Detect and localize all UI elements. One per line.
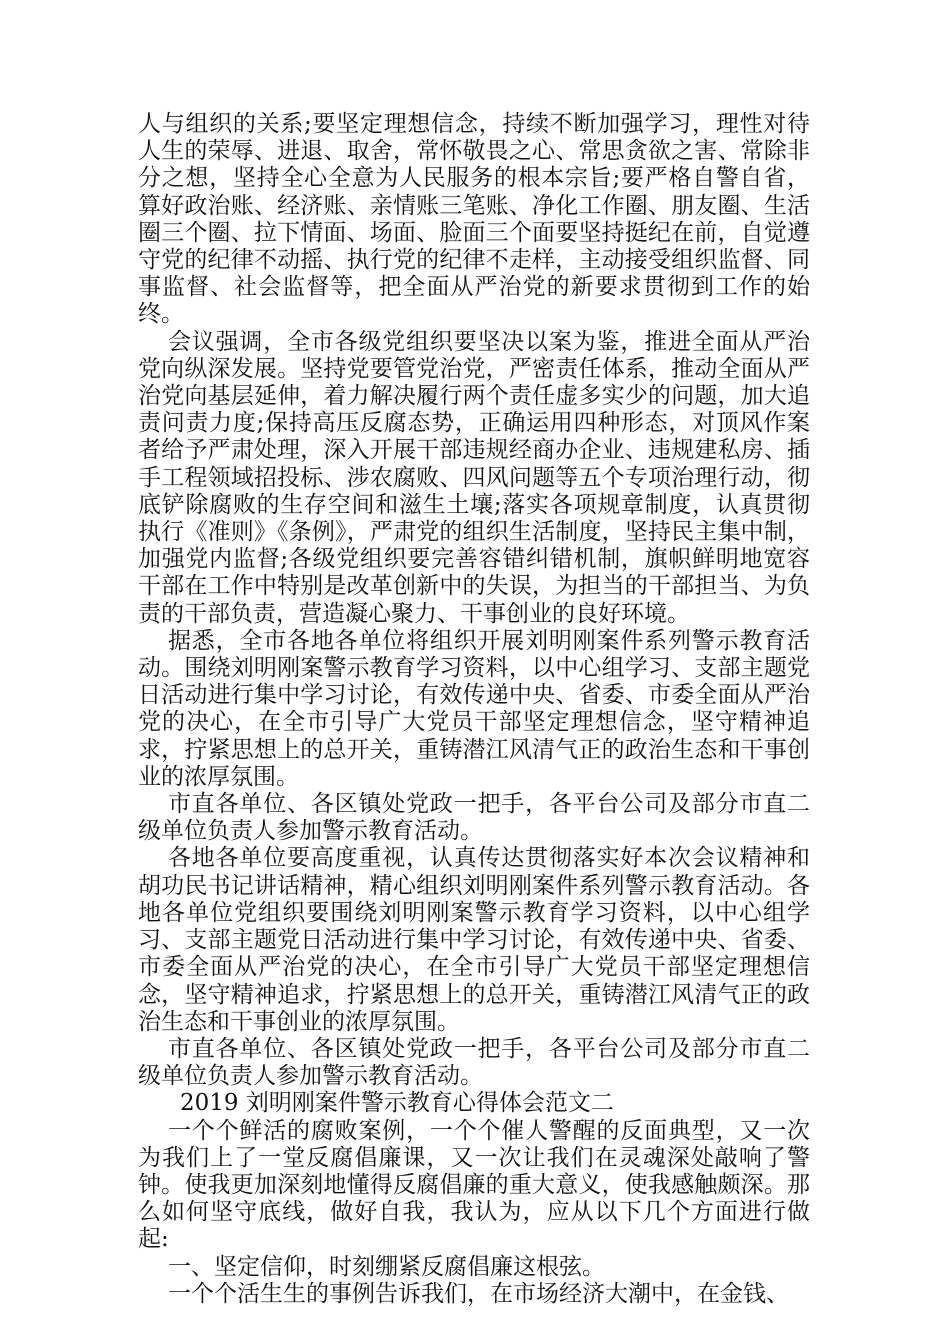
- paragraph-meeting-emphasis: 会议强调，全市各级党组织要坚决以案为鉴，推进全面从严治党向纵深发展。坚持党要管党治党，严密责任体系，推动全面从严治党向基层延伸，着力解决履行两个责任虚多实少的问题，加大追责问责力度;保持高压反腐态势，正确运用四种形态，对顶风作案者给予严肃处理，深入开展干部违规经商办企业、违规建私房、插手工程领域招投标、涉农腐败、四风问题等五个专项治理行动，彻底铲除腐败的生存空间和滋生土壤;落实各项规章制度，认真贯彻执行《准则》《条例》，严肃党的组织生活制度，坚持民主集中制，加强党内监督;各级党组织要完善容错纠错机制，旗帜鲜明地宽容干部在工作中特别是改革创新中的失误，为担当的干部担当、为负责的干部负责，营造凝心聚力、干事创业的良好环境。: [138, 328, 810, 627]
- section-heading: 2019 刘明刚案件警示教育心得体会范文二: [180, 1090, 614, 1117]
- paragraph-requirements: 各地各单位要高度重视，认真传达贯彻落实好本次会议精神和胡功民书记讲话精神，精心组织刘明刚案件系列警示教育活动。各地各单位党组织要围绕刘明刚案警示教育学习资料，以中心组学习、支部主题党日活动进行集中学习讨论，有效传递中央、省委、市委全面从严治党的决心，在全市引导广大党员干部坚定理想信念，坚守精神追求，拧紧思想上的总开关，重铸潜江风清气正的政治生态和干事创业的浓厚氛围。: [138, 845, 810, 1035]
- document-body: [138, 111, 810, 1308]
- paragraph-examples: 一个个活生生的事例告诉我们，在市场经济大潮中，在金钱、: [168, 1280, 789, 1307]
- paragraph-continuation: 人与组织的关系;要坚定理想信念，持续不断加强学习，理性对待人生的荣辱、进退、取舍，常怀敬畏之心、常思贪欲之害、常除非分之想，坚持全心全意为人民服务的根本宗旨;要严格自警自省，算好政治账、经济账、亲情账三笔账、净化工作圈、朋友圈、生活圈三个圈、拉下情面、场面、脸面三个面要坚持挺纪在前，自觉遵守党的纪律不动摇、执行党的纪律不走样，主动接受组织监督、同事监督、社会监督等，把全面从严治党的新要求贯彻到工作的始终。: [138, 111, 810, 328]
- paragraph-participants-repeat: 市直各单位、各区镇处党政一把手，各平台公司及部分市直二级单位负责人参加警示教育活动。: [138, 1035, 810, 1090]
- paragraph-activities: 据悉，全市各地各单位将组织开展刘明刚案件系列警示教育活动。围绕刘明刚案警示教育学习资料，以中心组学习、支部主题党日活动进行集中学习讨论，有效传递中央、省委、市委全面从严治党的决心，在全市引导广大党员干部坚定理想信念，坚守精神追求，拧紧思想上的总开关，重铸潜江风清气正的政治生态和干事创业的浓厚氛围。: [138, 627, 810, 790]
- paragraph-essay-intro: 一个个鲜活的腐败案例，一个个催人警醒的反面典型，又一次为我们上了一堂反腐倡廉课，又一次让我们在灵魂深处敲响了警钟。使我更加深刻地懂得反腐倡廉的重大意义，使我感触颇深。那么如何坚守底线，做好自我，我认为，应从以下几个方面进行做起:: [138, 1117, 810, 1253]
- paragraph-participants: 市直各单位、各区镇处党政一把手，各平台公司及部分市直二级单位负责人参加警示教育活动。: [138, 791, 810, 845]
- paragraph-point-one: 一、坚定信仰，时刻绷紧反腐倡廉这根弦。: [168, 1253, 605, 1280]
